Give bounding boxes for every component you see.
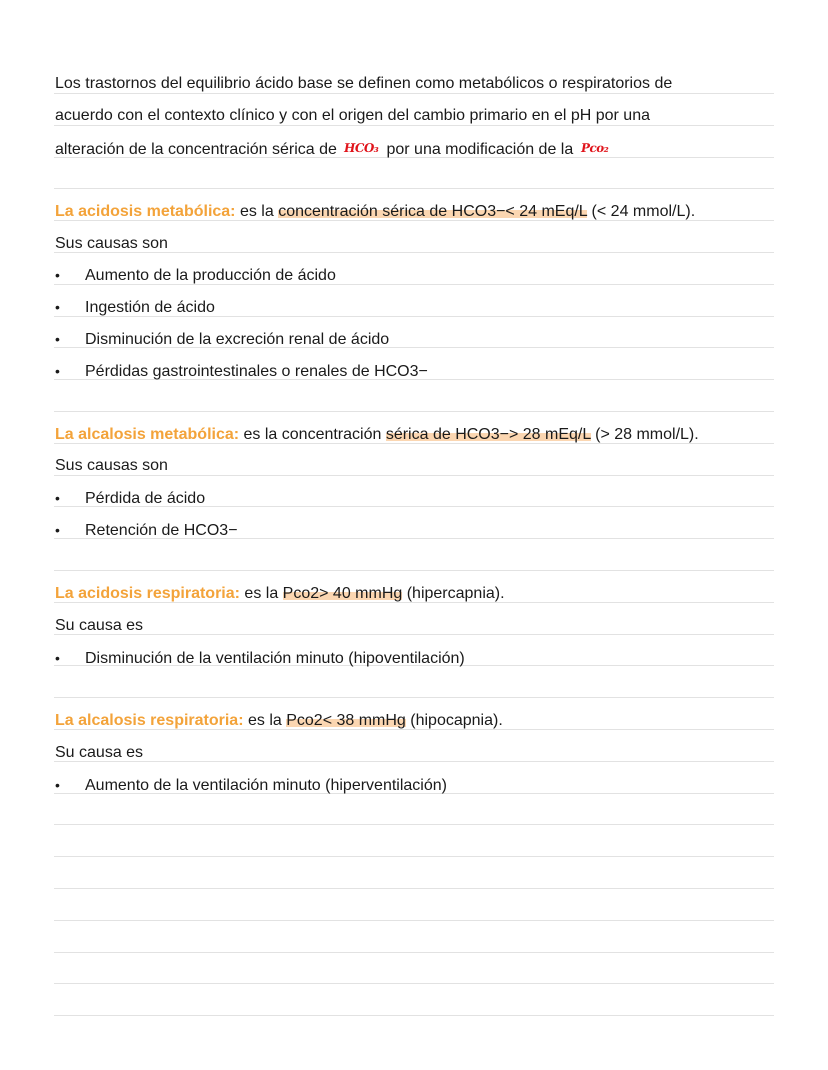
ruled-line [54, 888, 774, 889]
causes-label: Sus causas son [55, 457, 168, 474]
ruled-line [54, 824, 774, 825]
intro-line-2: acuerdo con el contexto clínico y con el origen del cambio primario en el pH por una [55, 107, 650, 124]
ruled-line [54, 570, 774, 571]
causes-label: Su causa es [55, 617, 144, 634]
section-heading: La alcalosis respiratoria: [55, 712, 244, 729]
ruled-line [54, 188, 774, 189]
section-heading: La acidosis metabólica: [55, 203, 236, 220]
bullet-icon: • [55, 490, 60, 506]
list-item: • Pérdidas gastrointestinales o renales de HCO3− [55, 363, 428, 380]
list-item: • Disminución de la ventilación minuto (hipoventilación) [55, 650, 465, 667]
section-heading: La alcalosis metabólica: [55, 426, 240, 443]
ruled-line [54, 920, 774, 921]
intro-line-3: alteración de la concentración sérica de HCO₃ por una modificación de la Pco₂ [55, 138, 795, 160]
bullet-icon: • [55, 331, 60, 347]
ruled-line [54, 697, 774, 698]
list-item: • Aumento de la ventilación minuto (hiperventilación) [55, 777, 447, 794]
list-item: • Ingestión de ácido [55, 299, 215, 316]
ruled-line [54, 983, 774, 984]
bullet-icon: • [55, 650, 60, 666]
highlighted-text: Pco2< 38 mmHg [286, 712, 406, 729]
bullet-icon: • [55, 363, 60, 379]
highlighted-text: concentración sérica de HCO3−< 24 mEq/L [278, 203, 588, 220]
section-heading: La acidosis respiratoria: [55, 585, 240, 602]
causes-label: Su causa es [55, 744, 144, 761]
ruled-line [54, 952, 774, 953]
list-item: • Disminución de la excreción renal de ácido [55, 331, 390, 348]
alcalosis-respiratoria-definition: La alcalosis respiratoria: es la Pco2< 38 mmHg (hipocapnia). [55, 712, 503, 729]
intro-line-1: Los trastornos del equilibrio ácido base se definen como metabólicos o respiratorios de [55, 75, 673, 92]
ruled-line [54, 1015, 774, 1016]
handwritten-hco3: HCO₃ [343, 141, 381, 155]
alcalosis-metabolica-definition: La alcalosis metabólica: es la concentración sérica de HCO3−> 28 mEq/L (> 28 mmol/L). [55, 426, 699, 443]
list-item: • Aumento de la producción de ácido [55, 267, 336, 284]
ruled-line [54, 411, 774, 412]
bullet-icon: • [55, 299, 60, 315]
handwritten-pco2: Pco₂ [579, 141, 610, 155]
highlighted-text: sérica de HCO3−> 28 mEq/L [385, 426, 591, 443]
acidosis-metabolica-definition: La acidosis metabólica: es la concentración sérica de HCO3−< 24 mEq/L (< 24 mmol/L). [55, 203, 696, 220]
list-item: • Pérdida de ácido [55, 490, 206, 507]
bullet-icon: • [55, 522, 60, 538]
acidosis-respiratoria-definition: La acidosis respiratoria: es la Pco2> 40 mmHg (hipercapnia). [55, 585, 505, 602]
causes-label: Sus causas son [55, 235, 168, 252]
bullet-icon: • [55, 777, 60, 793]
list-item: • Retención de HCO3− [55, 522, 238, 539]
highlighted-text: Pco2> 40 mmHg [282, 585, 403, 602]
bullet-icon: • [55, 267, 60, 283]
ruled-line [54, 856, 774, 857]
